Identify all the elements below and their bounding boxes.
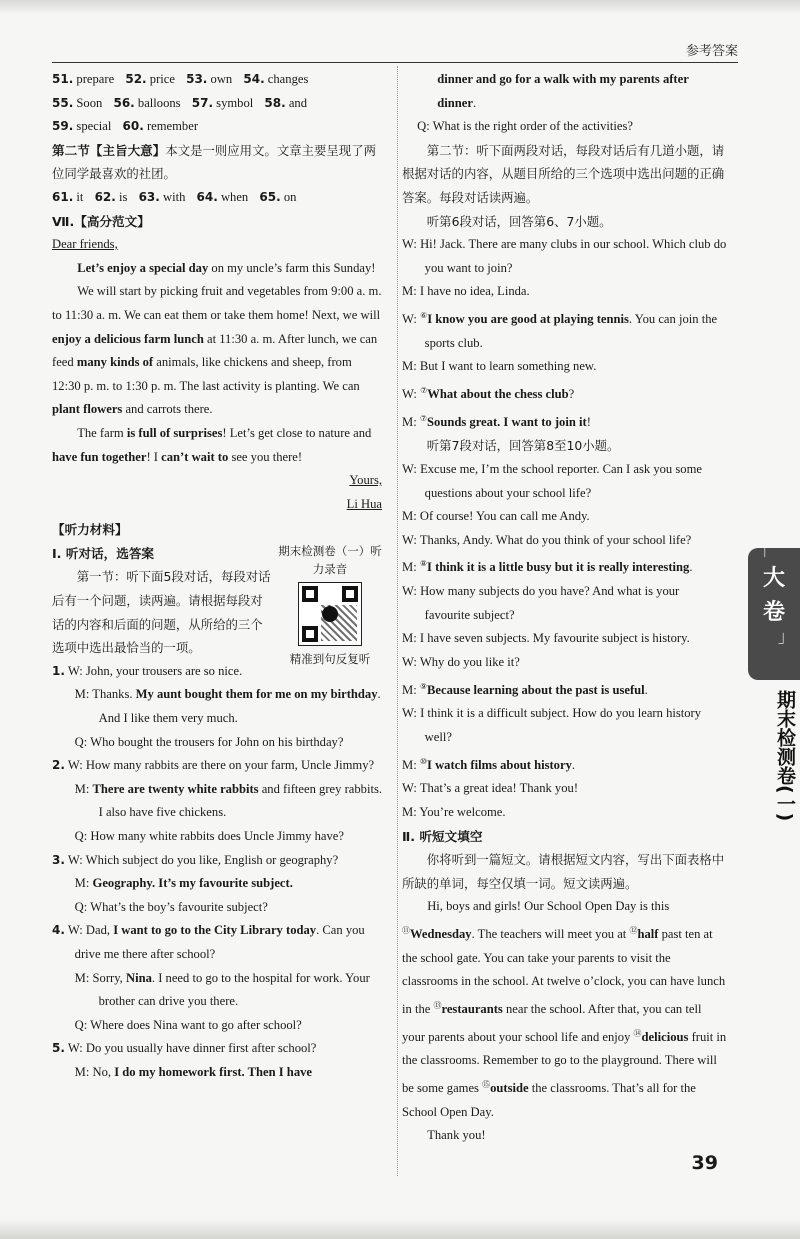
essay-paragraph-1: Let’s enjoy a special day on my uncle’s farm this Sunday! [77, 260, 376, 275]
side-label: 期末检测卷(一) [774, 690, 796, 822]
dialogue-7-line: W: Why do you like it? [402, 655, 520, 669]
dialogue-7-intro: 听第7段对话，回答第8至10小题。 [426, 438, 620, 454]
essay-closing: Yours, [349, 473, 382, 488]
answer-number: 62. [94, 189, 116, 204]
section2-intro: 第二节：听下面两段对话，每段对话后有几道小题，请根据对话的内容，从题目所给的三个选项中选出问题的正确答案。每段对话读两遍。 [402, 142, 725, 205]
header-rule [52, 62, 738, 63]
answer-word: prepare [76, 72, 115, 86]
answer-word: it [76, 189, 84, 204]
dialogue-7-line: W: Excuse me, I’m the school reporter. Can I ask you some questions about your school life? [402, 462, 702, 500]
essay-signature: Li Hua [346, 496, 382, 511]
answer-row [52, 92, 382, 116]
dialogue-3-w: 3. W: Which subject do you like, English or geography? [52, 852, 339, 867]
qr-code[interactable] [298, 582, 362, 646]
scan-edge-bottom [0, 1219, 800, 1239]
dialogue-4-w: 4. W: Dad, I want to go to the City Library today. Can you drive me there after school? [52, 923, 365, 961]
dialogue-7-line: W: Thanks, Andy. What do you think of your school life? [402, 532, 692, 547]
dialogue-7-line: M: I have seven subjects. My favourite subject is history. [402, 631, 690, 646]
dialogue-5-m: M: No, I do my homework first. Then I have [74, 1064, 312, 1079]
dialogue-6-line: W: Hi! Jack. There are many clubs in our school. Which club do you want to join? [402, 237, 727, 275]
answer-word: and [288, 95, 308, 110]
dialogue-6-line: M: But I want to learn something new. [402, 359, 597, 374]
answer-number: 61. [52, 189, 74, 204]
section2-text: 本文是一则应用文。文章主要呈现了两位同学最喜欢的社团。 [52, 142, 376, 182]
essay-paragraph-2: We will start by picking fruit and vegetables from 9:00 a. m. to 11:30 a. m. We can eat them or take them home! Next, we will enjoy a delicious farm lunch at 11:30 a. m. After lunch, we can feed many kinds of animals, like chickens and sheep, from 12:30 p. m. to 1:30 p. m. The last activity is planting. We can plant flowers and carrots there. [52, 284, 382, 417]
answer-number: 54. [243, 72, 265, 86]
side-tab [748, 545, 800, 680]
column-divider [397, 66, 398, 1176]
dialogue-6-line: W: ⑥I know you are good at playing tennis. You can join the sports club. [402, 310, 718, 350]
answer-number: 51. [52, 72, 74, 86]
dialogue-6-line: M: ⑦Sounds great. I want to join it! [402, 413, 591, 429]
right-column [402, 68, 727, 1148]
dialogue-5-q: Q: What is the right order of the activities? [417, 119, 634, 134]
dialogue-5-continued: dinner and go for a walk with my parents after dinner. [437, 72, 689, 110]
dialogue-6-intro: 听第6段对话，回答第6、7小题。 [426, 213, 612, 229]
dialogue-6-line: M: I have no idea, Linda. [402, 284, 530, 299]
bracket-open: 「 [754, 545, 771, 564]
essay-greeting: Dear friends, [52, 237, 118, 252]
dialogue-7-line: M: ⑧I think it is a little busy but it is really interesting. [402, 559, 693, 575]
part1-intro: 第一节：听下面5段对话，每段对话后有一个问题，读两遍。请根据每段对话的内容和后面的问题，从所给的三个选项中选出最恰当的一项。 [52, 569, 271, 656]
answer-word: changes [267, 72, 309, 86]
dialogue-5-w: 5. W: Do you usually have dinner first after school? [52, 1041, 317, 1056]
qr-caption: 精准到句反复听 [289, 651, 371, 666]
check-icon [322, 606, 338, 622]
qr-block [278, 542, 382, 668]
dialogue-7-line: M: You’re welcome. [402, 804, 506, 819]
answer-word: Soon [76, 95, 103, 110]
part2-intro: 你将听到一篇短文。请根据短文内容，写出下面表格中所缺的单词，每空仅填一词。短文读两遍。 [402, 852, 725, 891]
dialogue-4-m: M: Sorry, Nina. I need to go to the hospital for work. Your brother can drive you there. [74, 970, 370, 1009]
dialogue-7-line: M: ⑨Because learning about the past is useful. [402, 681, 648, 697]
answer-number: 60. [122, 119, 144, 134]
answer-number: 58. [264, 95, 286, 110]
tab-char-2: 卷 [762, 600, 785, 625]
dialogue-2-m: M: There are twenty white rabbits and fifteen grey rabbits. I also have five chickens. [74, 781, 383, 820]
answer-number: 65. [259, 189, 281, 204]
dialogue-7-line: M: ⑩I watch films about history. [402, 756, 576, 772]
answer-row [52, 115, 382, 139]
answer-word: is [119, 189, 128, 204]
listening-title: 【听力材料】 [52, 522, 128, 538]
answer-word: remember [146, 119, 199, 134]
header-label: 参考答案 [685, 44, 738, 59]
section2-summary [52, 139, 382, 186]
dialogue-1-w: 1. W: John, your trousers are so nice. [52, 663, 243, 678]
answer-word: on [283, 189, 297, 204]
dialogue-1-q: Q: Who bought the trousers for John on his birthday? [74, 734, 344, 749]
dialogue-7-line: M: Of course! You can call me Andy. [402, 509, 590, 524]
dialogue-7-line: W: I think it is a difficult subject. How do you learn history well? [402, 706, 702, 744]
tab-char-1: 大 [762, 566, 785, 591]
section7-title: Ⅶ.【高分范文】 [52, 213, 150, 229]
answer-number: 55. [52, 95, 74, 110]
answer-number: 63. [138, 189, 160, 204]
bracket-close: 」 [777, 627, 794, 646]
dialogue-1-m: M: Thanks. My aunt bought them for me on my birthday. And I like them very much. [74, 687, 381, 726]
dialogue-6-line: W: ⑦What about the chess club? [402, 385, 575, 402]
answer-word: special [76, 119, 112, 134]
qr-title: 期末检测卷（一）听力录音 [278, 543, 382, 576]
answer-number: 52. [125, 72, 147, 86]
dialogue-3-m: M: Geography. It’s my favourite subject. [74, 876, 293, 891]
answer-number: 59. [52, 119, 74, 134]
dialogue-7-line: W: How many subjects do you have? And what is your favourite subject? [402, 584, 680, 622]
answer-row [52, 186, 382, 210]
dialogue-7-line: W: That’s a great idea! Thank you! [402, 781, 579, 796]
essay-paragraph-3: The farm is full of surprises! Let’s get close to nature and have fun together! I can’t wait to see you there! [52, 425, 372, 464]
answer-word: symbol [216, 95, 254, 110]
answer-word: own [210, 72, 233, 86]
answer-number: 56. [113, 95, 135, 110]
dialogue-2-q: Q: How many white rabbits does Uncle Jimmy have? [74, 829, 344, 843]
part2-title: Ⅱ. 听短文填空 [402, 828, 483, 844]
dialogue-2-w: 2. W: How many rabbits are there on your farm, Uncle Jimmy? [52, 758, 375, 773]
part1-title: Ⅰ. 听对话，选答案 [52, 545, 155, 561]
answer-word: balloons [137, 95, 181, 110]
dialogue-4-q: Q: Where does Nina want to go after school? [74, 1017, 302, 1032]
scan-edge-top [0, 0, 800, 14]
answer-word: with [162, 189, 186, 204]
page-number: 39 [691, 1152, 718, 1174]
answer-word: price [149, 72, 175, 86]
answer-word: when [220, 189, 249, 204]
dialogue-3-q: Q: What’s the boy’s favourite subject? [74, 899, 268, 914]
passage: Hi, boys and girls! Our School Open Day is this ⑪Wednesday. The teachers will meet you at ⑫half past ten at the school gate. You can take your parents to visit the classrooms in the school. At twelve o’clock, you can have lunch in the ⑬restaurants near the school. After that, you can tell your parents about your school life and enjoy ⑭delicious fruit in the classrooms. Remember to go to the playground. There will be some games ⑮outside the classrooms. That’s all for the School Open Day. [402, 899, 727, 1119]
answer-number: 57. [191, 95, 214, 110]
passage-end: Thank you! [427, 1128, 486, 1143]
answer-number: 64. [196, 189, 218, 204]
answer-row [52, 68, 382, 92]
left-column [52, 68, 382, 1085]
section2-title: 第二节【主旨大意】 [52, 142, 166, 158]
answer-number: 53. [186, 72, 208, 86]
